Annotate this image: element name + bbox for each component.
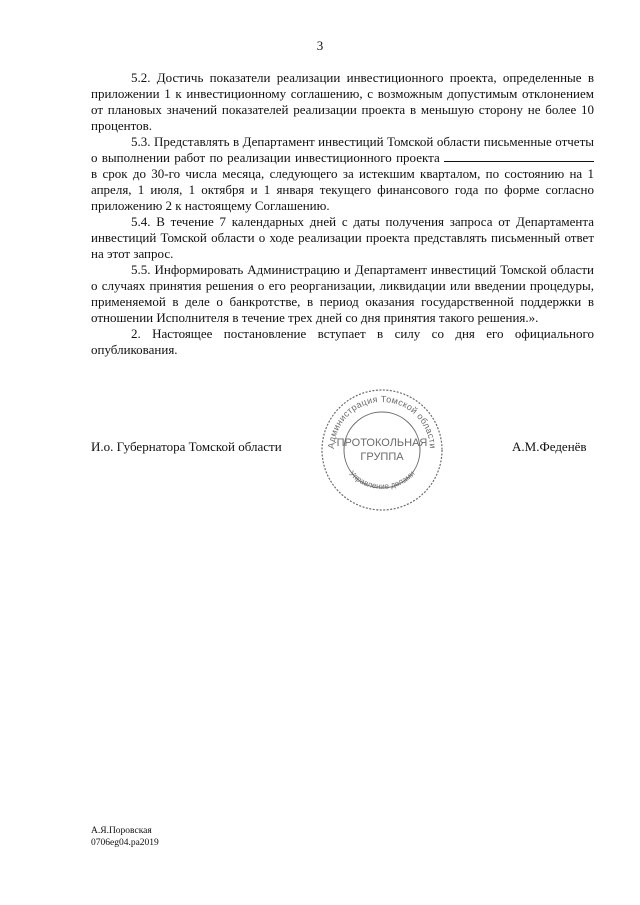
clause-5-5 [91,262,594,326]
footer-code: 0706eg04.pa2019 [91,838,159,848]
clause-text: 2. Настоящее постановление вступает в силу со дня его официального опубликования. [91,326,594,357]
blank-line [444,151,594,162]
clause-text: 5.2. Достичь показатели реализации инвестиционного проекта, определенные в приложении 1 к инвестиционному соглашению, с возможным допустимым отклонением от плановых значений показателей реализации проекта в меньшую сторону не более 10 процентов. [91,70,594,133]
clause-text-lead: 5.3. Представлять в Департамент инвестиций Томской области письменные отчеты о выполнении работ по реализации инвестиционного проекта [91,134,594,165]
clause-text: 5.5. Информировать Администрацию и Департамент инвестиций Томской области о случаях принятия решения о его реорганизации, ликвидации или введении процедуры, применяемой в деле о банкротстве, в период оказания государственной поддержки в отношении Исполнителя в течение трех дней со дня принятия такого решения.». [91,262,594,325]
clause-5-3 [91,134,594,214]
stamp-inner-text-2: ГРУППА [360,451,404,463]
stamp-outer-text: Администрация Томской области [325,393,439,450]
page-number: 3 [316,38,324,53]
stamp-bottom-text: Управление делами [347,469,417,491]
footer [91,825,159,849]
stamp-outer-ring [322,390,442,510]
stamp-inner-text-1: ПРОТОКОЛЬНАЯ [336,437,428,449]
signatory-position: И.о. Губернатора Томской области [91,439,282,454]
official-stamp [312,386,452,514]
clause-text-tail: в срок до 30-го числа месяца, следующего за истекшим кварталом, по состоянию на 1 апреля, 1 июля, 1 октября и 1 января текущего финансового года по форме согласно приложению 2 к настоящему Соглашению. [91,166,594,213]
footer-author: А.Я.Поровская [91,826,152,836]
clause-2-effective [91,326,594,358]
clause-5-2 [91,70,594,134]
signatory-name: А.М.Феденёв [512,439,587,454]
document-body [91,70,594,358]
clause-5-4 [91,214,594,262]
clause-text: 5.4. В течение 7 календарных дней с даты получения запроса от Департамента инвестиций Томской области о ходе реализации проекта представлять письменный ответ на этот запрос. [91,214,594,261]
